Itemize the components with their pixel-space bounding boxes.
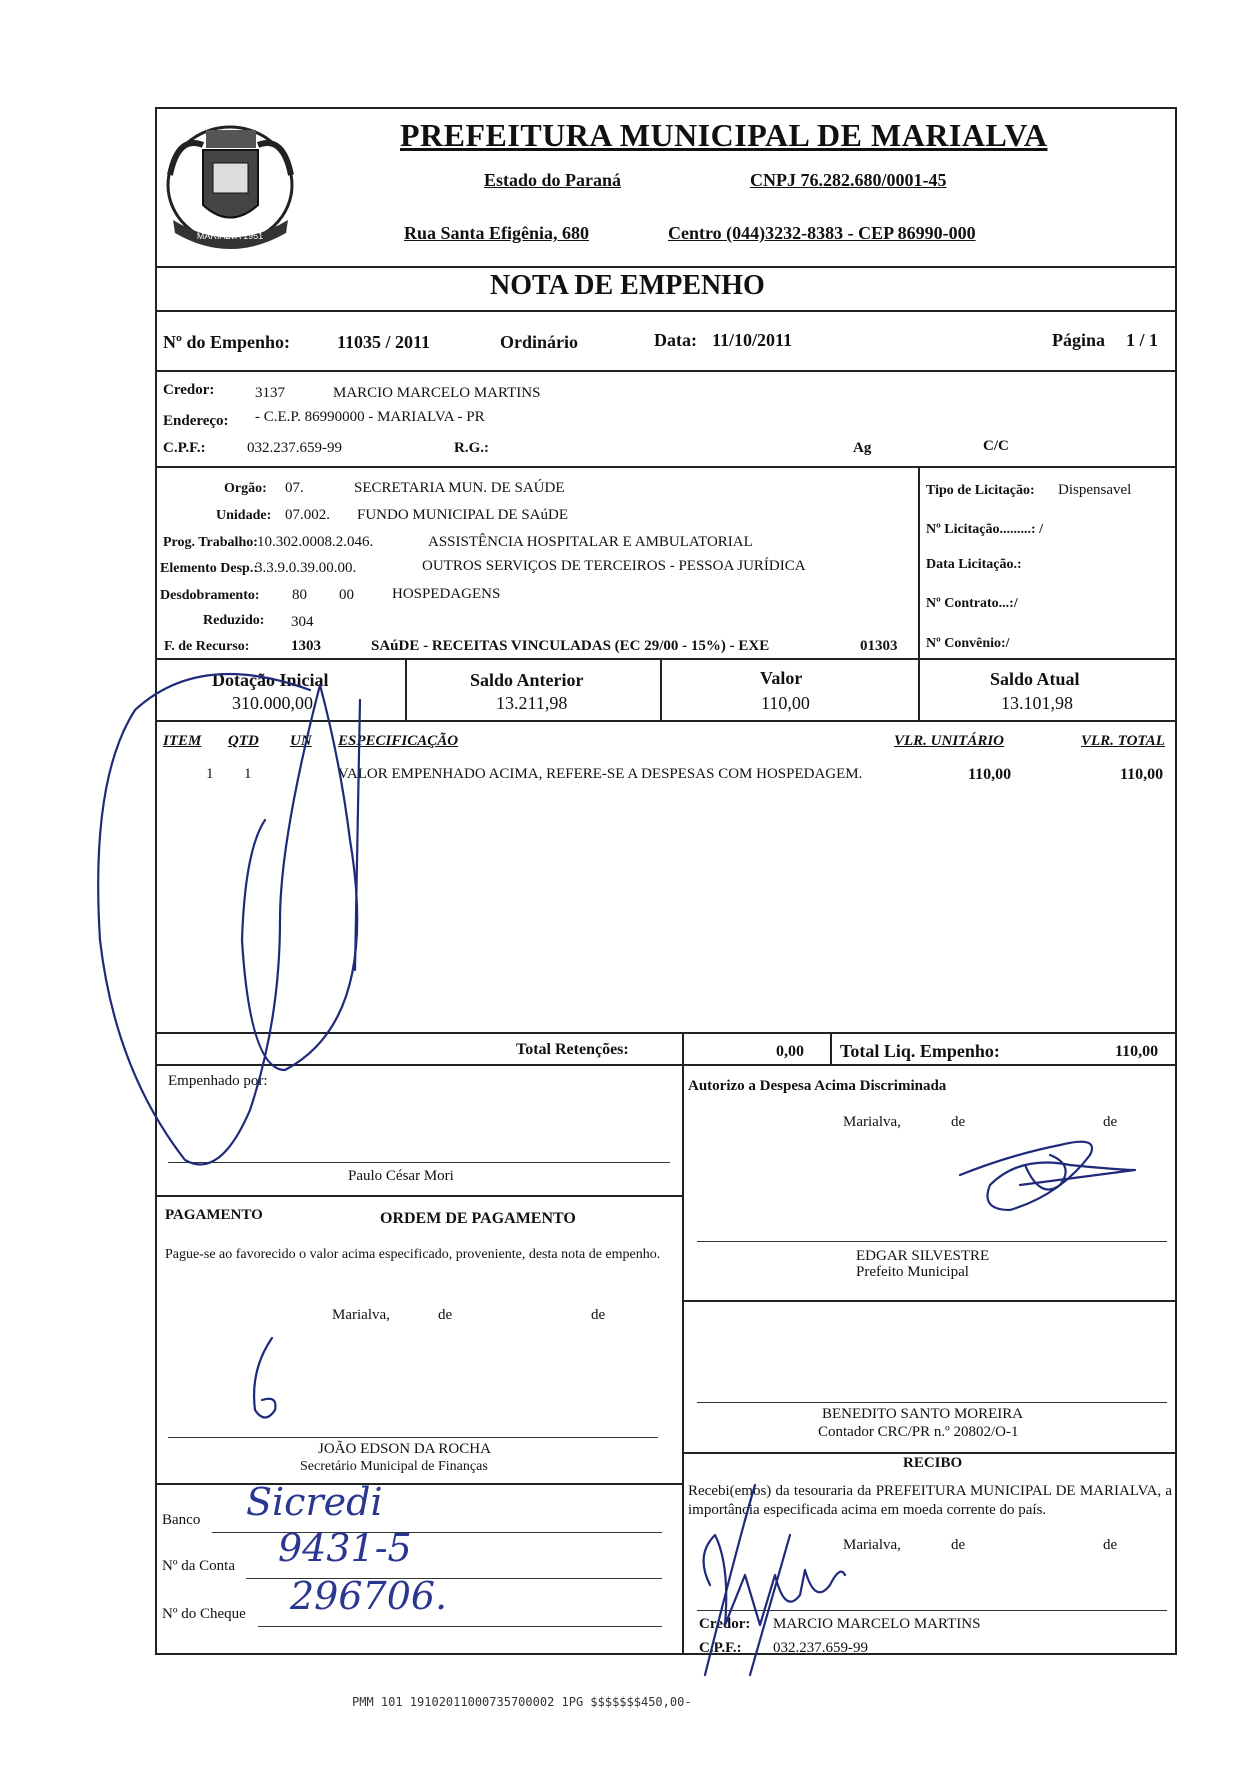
recibo-label: RECIBO [903, 1455, 963, 1471]
pagamento-de2: de [591, 1307, 606, 1323]
signature-line [697, 1402, 1167, 1403]
cpf-label: C.P.F.: [163, 440, 206, 456]
recibo-credor-label: Credor: [699, 1616, 751, 1632]
recibo-de1: de [951, 1537, 966, 1553]
empenho-type: Ordinário [500, 332, 579, 352]
divider [155, 1195, 682, 1197]
divider [155, 266, 1177, 268]
pagamento-label: PAGAMENTO [165, 1207, 263, 1223]
reduzido-label: Reduzido: [203, 613, 265, 628]
saldo-anterior-value: 13.211,98 [496, 693, 568, 713]
liq-value: 110,00 [1115, 1043, 1159, 1060]
item-unit-value: 110,00 [968, 766, 1012, 783]
data-licitacao-label: Data Licitação.: [926, 557, 1022, 572]
divider [155, 466, 1177, 468]
saldo-anterior-label: Saldo Anterior [470, 670, 584, 690]
reduzido-value: 304 [291, 614, 314, 630]
autorizo-de1: de [951, 1114, 966, 1130]
empenhado-label: Empenhado por: [168, 1073, 268, 1089]
recibo-text: Recebi(emos) da tesouraria da PREFEITURA MUNICIPAL DE MARIALVA, a importância especificada acima em moeda corrente do país. [688, 1483, 1172, 1518]
divider [682, 1032, 684, 1655]
valor-value: 110,00 [761, 693, 810, 713]
col-item-header: ITEM [163, 733, 202, 749]
pagamento-de1: de [438, 1307, 453, 1323]
contador-role: Contador CRC/PR n.º 20802/O-1 [818, 1424, 1019, 1440]
cc-label: C/C [983, 438, 1009, 454]
orgao-name: SECRETARIA MUN. DE SAÚDE [354, 480, 565, 496]
prog-label: Prog. Trabalho: [163, 535, 258, 550]
cnpj-label: CNPJ 76.282.680/0001-45 [750, 170, 947, 190]
cheque-line [258, 1626, 662, 1627]
address-street: Rua Santa Efigênia, 680 [404, 223, 590, 243]
recibo-cpf-label: C.P.F.: [699, 1640, 742, 1656]
prefeito-role: Prefeito Municipal [856, 1264, 969, 1280]
recurso-label: F. de Recurso: [164, 639, 250, 654]
recibo-city: Marialva, [843, 1537, 901, 1553]
cheque-handwritten: 296706. [290, 1574, 448, 1618]
page-value: 1 / 1 [1126, 330, 1159, 350]
saldo-atual-value: 13.101,98 [1001, 693, 1073, 713]
empenhado-signature [80, 640, 460, 1180]
banco-label: Banco [162, 1512, 201, 1528]
saldo-atual-label: Saldo Atual [990, 669, 1080, 689]
city-crest-logo [158, 115, 303, 265]
valor-label: Valor [760, 668, 803, 688]
col-unit-header: VLR. UNITÁRIO [894, 733, 1005, 749]
date-label: Data: [654, 330, 697, 350]
org-title: PREFEITURA MUNICIPAL DE MARIALVA [400, 117, 1048, 153]
credor-label: Credor: [163, 382, 215, 398]
unidade-code: 07.002. [285, 507, 330, 523]
banco-handwritten: Sicredi [246, 1480, 383, 1524]
contador-name: BENEDITO SANTO MOREIRA [822, 1406, 1024, 1422]
recurso-number: 01303 [860, 638, 898, 654]
doc-title: NOTA DE EMPENHO [490, 270, 765, 301]
credor-name: MARCIO MARCELO MARTINS [333, 385, 541, 401]
prog-code: 10.302.0008.2.046. [257, 534, 374, 550]
item-total-value: 110,00 [1120, 766, 1164, 783]
prog-name: ASSISTÊNCIA HOSPITALAR E AMBULATORIAL [428, 534, 753, 550]
ordem-pagamento-label: ORDEM DE PAGAMENTO [380, 1210, 576, 1227]
signature-line [168, 1437, 658, 1438]
convenio-label: Nº Convênio:/ [926, 636, 1010, 651]
autorizo-label: Autorizo a Despesa Acima Discriminada [688, 1078, 947, 1094]
item-qtd: 1 [244, 766, 252, 782]
conta-handwritten: 9431-5 [278, 1526, 412, 1570]
ag-label: Ag [853, 440, 872, 456]
autorizo-city: Marialva, [843, 1114, 901, 1130]
recibo-credor-name: MARCIO MARCELO MARTINS [773, 1616, 981, 1632]
divider [155, 1483, 682, 1485]
col-un-header: UN [290, 733, 312, 749]
num-licitacao-label: Nº Licitação.........: / [926, 522, 1043, 537]
recibo-de2: de [1103, 1537, 1118, 1553]
svg-text:MARIALVA 1951: MARIALVA 1951 [196, 231, 264, 241]
recurso-name: SAúDE - RECEITAS VINCULADAS (EC 29/00 - 15%) - EXE [371, 638, 770, 654]
col-qtd-header: QTD [228, 733, 259, 749]
footer-code: PMM 101 19102011000735700002 1PG $$$$$$$450,00- [352, 1695, 692, 1709]
pagamento-city: Marialva, [332, 1307, 390, 1323]
retencoes-label: Total Retenções: [516, 1041, 629, 1058]
desdobramento-label: Desdobramento: [160, 588, 260, 603]
item-number: 1 [206, 766, 214, 782]
cpf-value: 032.237.659-99 [247, 440, 342, 456]
credor-code: 3137 [255, 385, 285, 401]
contrato-label: Nº Contrato...:/ [926, 596, 1018, 611]
elemento-label: Elemento Desp.: [160, 561, 258, 576]
address-rest: Centro (044)3232-8383 - CEP 86990-000 [668, 223, 976, 243]
col-total-header: VLR. TOTAL [1081, 733, 1165, 749]
divider [155, 370, 1177, 372]
state-label: Estado do Paraná [484, 170, 622, 190]
tipo-licitacao-label: Tipo de Licitação: [926, 483, 1035, 498]
tipo-licitacao-value: Dispensavel [1058, 482, 1132, 498]
item-description: VALOR EMPENHADO ACIMA, REFERE-SE A DESPESAS COM HOSPEDAGEM. [338, 766, 863, 782]
desdobramento-name: HOSPEDAGENS [392, 586, 501, 602]
dotacao-value: 310.000,00 [232, 693, 313, 713]
pagamento-text: Pague-se ao favorecido o valor acima especificado, proveniente, desta nota de empenho. [165, 1247, 661, 1262]
page-label: Página [1052, 330, 1106, 350]
divider [830, 1032, 832, 1064]
unidade-name: FUNDO MUNICIPAL DE SAúDE [357, 507, 568, 523]
conta-label: Nº da Conta [162, 1558, 235, 1574]
col-espec-header: ESPECIFICAÇÃO [338, 733, 459, 749]
prefeito-name: EDGAR SILVESTRE [856, 1248, 990, 1264]
liq-label: Total Liq. Empenho: [840, 1041, 1000, 1061]
endereco-label: Endereço: [163, 413, 229, 429]
signature-line [697, 1241, 1167, 1242]
empenhado-name: Paulo César Mori [348, 1168, 454, 1184]
recurso-code: 1303 [291, 638, 321, 654]
orgao-label: Orgão: [224, 481, 267, 496]
secretario-signature [240, 1330, 300, 1430]
prefeito-signature [950, 1125, 1150, 1235]
endereco-value: - C.E.P. 86990000 - MARIALVA - PR [255, 409, 485, 425]
divider [918, 466, 920, 720]
credor-signature [690, 1475, 890, 1685]
recibo-cpf-value: 032.237.659-99 [773, 1640, 868, 1656]
desdobramento-sub: 00 [339, 587, 354, 603]
divider [155, 310, 1177, 312]
dotacao-label: Dotação Inicial [212, 670, 329, 690]
rg-label: R.G.: [454, 440, 489, 456]
unidade-label: Unidade: [216, 508, 272, 523]
empenho-number: 11035 / 2011 [337, 332, 431, 352]
secretario-name: JOÃO EDSON DA ROCHA [318, 1441, 491, 1457]
secretario-role: Secretário Municipal de Finanças [300, 1459, 488, 1474]
divider [682, 1300, 1177, 1302]
autorizo-de2: de [1103, 1114, 1118, 1130]
divider [682, 1452, 1177, 1454]
desdobramento-code: 80 [292, 587, 307, 603]
elemento-code: 3.3.9.0.39.00.00. [255, 560, 357, 576]
cheque-label: Nº do Cheque [162, 1606, 246, 1622]
retencoes-value: 0,00 [776, 1043, 804, 1060]
orgao-code: 07. [285, 480, 304, 496]
divider [660, 658, 662, 720]
date-value: 11/10/2011 [712, 330, 793, 350]
empenho-label: Nº do Empenho: [163, 332, 290, 352]
elemento-name: OUTROS SERVIÇOS DE TERCEIROS - PESSOA JURÍDICA [422, 558, 806, 574]
